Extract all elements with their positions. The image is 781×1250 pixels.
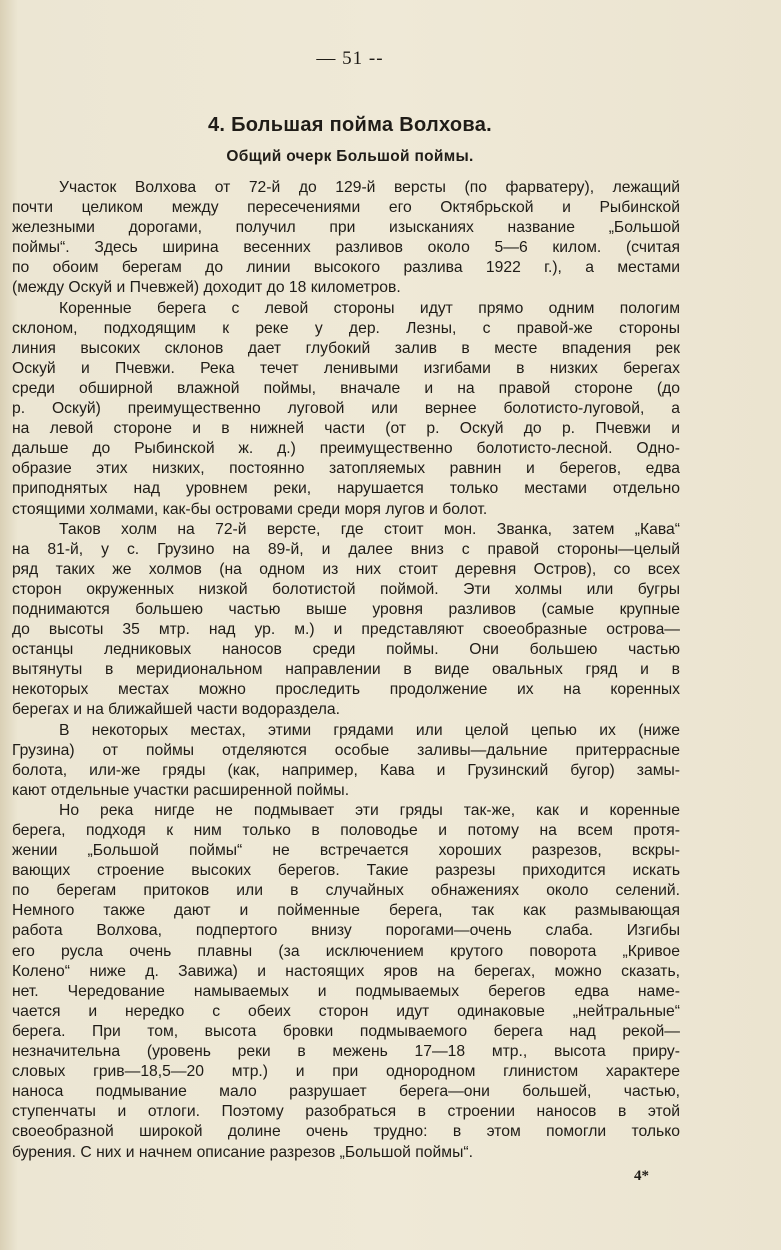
text-line: по берегам притоков или в случайных обнажениях около селений.: [12, 882, 680, 900]
text-line: работа Волхова, подпертого внизу порогами—очень слаба. Изгибы: [12, 922, 680, 940]
text-line: Грузина) от поймы отделяются особые заливы—дальние притеррасные: [12, 741, 680, 759]
text-line: р. Оскуй) преимущественно луговой или вернее болотисто-луговой, а: [12, 400, 680, 418]
text-line: вающих строение высоких берегов. Такие разрезы приходится искать: [12, 862, 680, 880]
text-line: останцы ледниковых наносов среди поймы. Они большею частью: [12, 641, 680, 659]
text-line: берега, подходя к ним только в половодье и потому на всем протя-: [12, 822, 680, 839]
text-line: вытянуты в меридиональном направлении в виде овальных гряд и в: [12, 661, 680, 679]
text-line: по обоим берегам до линии высокого разлива 1922 г.), а местами: [12, 259, 680, 277]
section-title: Общий очерк Большой поймы.: [226, 148, 474, 165]
signature-mark: 4*: [634, 1168, 649, 1184]
page-number: — 51 --: [316, 48, 384, 69]
text-line: (между Оскуй и Пчевжей) доходит до 18 километров.: [12, 279, 401, 297]
text-line: Коренные берега с левой стороны идут прямо одним пологим: [59, 299, 680, 317]
text-line: Оскуй и Пчевжи. Река течет ленивыми изгибами в низких берегах: [12, 359, 680, 377]
text-line: берегах и на ближайшей части водораздела.: [12, 701, 340, 719]
text-line: образие этих низких, постоянно затопляемых равнин и берегов, едва: [12, 460, 680, 478]
text-line: железными дорогами, получил при изысканиях название „Большой: [12, 219, 680, 237]
text-line: Таков холм на 72-й версте, где стоит мон. Званка, затем „Кава“: [59, 520, 680, 538]
text-line: словых грив—18,5—20 мтр.) и при однородном глинистом характере: [12, 1063, 680, 1081]
text-line: Колено“ ниже д. Завижа) и настоящих яров на берегах, можно сказать,: [12, 962, 680, 980]
text-line: кают отдельные участки расширенной поймы.: [12, 781, 350, 799]
text-line: своеобразной широкой долине очень трудно: в этом помогли только: [12, 1123, 680, 1141]
text-line: наноса подмывание мало разрушает берега—они большей, частью,: [12, 1083, 680, 1101]
text-line: болота, или-же гряды (как, например, Кава и Грузинский бугор) замы-: [12, 761, 680, 779]
text-line: среди обширной влажной поймы, вначале и на правой стороне (до: [12, 379, 680, 397]
text-line: некоторых местах можно проследить продолжение их на коренных: [12, 681, 680, 699]
text-line: дальше до Рыбинской ж. д.) преимущественно болотисто-лесной. Одно-: [12, 440, 680, 458]
text-line: Но река нигде не подмывает эти гряды так-же, как и коренные: [59, 801, 680, 819]
text-line: ряд таких же холмов (на одном из них стоит деревня Остров), со всех: [12, 560, 680, 578]
text-line: до высоты 35 мтр. над ур. м.) и представляют своеобразные острова—: [12, 621, 680, 639]
text-line: приподнятых над уровнем реки, нарушается только местами отдельно: [12, 480, 680, 498]
text-line: В некоторых местах, этими грядами или целой цепью их (ниже: [59, 721, 680, 739]
text-line: Участок Волхова от 72-й до 129-й версты (по фарватеру), лежащий: [59, 179, 680, 196]
text-line: берега. При том, высота бровки подмываемого берега над рекой—: [12, 1022, 680, 1040]
text-line: чается и нередко с обеих сторон идут одинаковые „нейтральные“: [12, 1002, 680, 1020]
text-line: бурения. С них и начнем описание разрезов „Большой поймы“.: [12, 1143, 473, 1161]
text-line: Немного также дают и пойменные берега, так как размывающая: [12, 902, 680, 920]
text-line: сторон окруженных низкой болотистой поймой. Эти холмы или бугры: [12, 580, 680, 598]
text-line: нет. Чередование намываемых и подмываемых берегов едва наме-: [12, 982, 680, 1000]
chapter-title: 4. Большая пойма Волхова.: [207, 114, 493, 136]
text-line: на левой стороне и в нижней части (от р. Оскуй до р. Пчевжи и: [12, 420, 680, 438]
text-line: поднимаются большею частью выше уровня разливов (самые крупные: [12, 600, 680, 618]
text-line: поймы“. Здесь ширина весенних разливов около 5—6 килом. (считая: [12, 239, 680, 257]
text-line: жении „Большой поймы“ не встречается хороших разрезов, вскры-: [12, 842, 680, 860]
text-line: незначительна (уровень реки в межень 17—18 мтр., высота приру-: [12, 1043, 680, 1061]
body-text: [12, 178, 680, 1163]
text-line: линия высоких склонов дает глубокий залив в месте впадения рек: [12, 339, 680, 357]
text-line: на 81-й, у с. Грузино на 89-й, и далее вниз с правой стороны—целый: [12, 540, 680, 558]
text-line: склоном, подходящим к реке у дер. Лезны, с правой-же стороны: [12, 319, 680, 337]
text-line: стоящими холмами, как-бы островами среди моря лугов и болот.: [12, 500, 488, 518]
text-line: почти целиком между пересечениями его Октябрьской и Рыбинской: [12, 199, 680, 217]
text-line: его русла очень плавны (за исключением крутого поворота „Кривое: [12, 942, 680, 960]
text-line: ступенчаты и отлоги. Поэтому разобраться в строении наносов в этой: [12, 1103, 680, 1121]
